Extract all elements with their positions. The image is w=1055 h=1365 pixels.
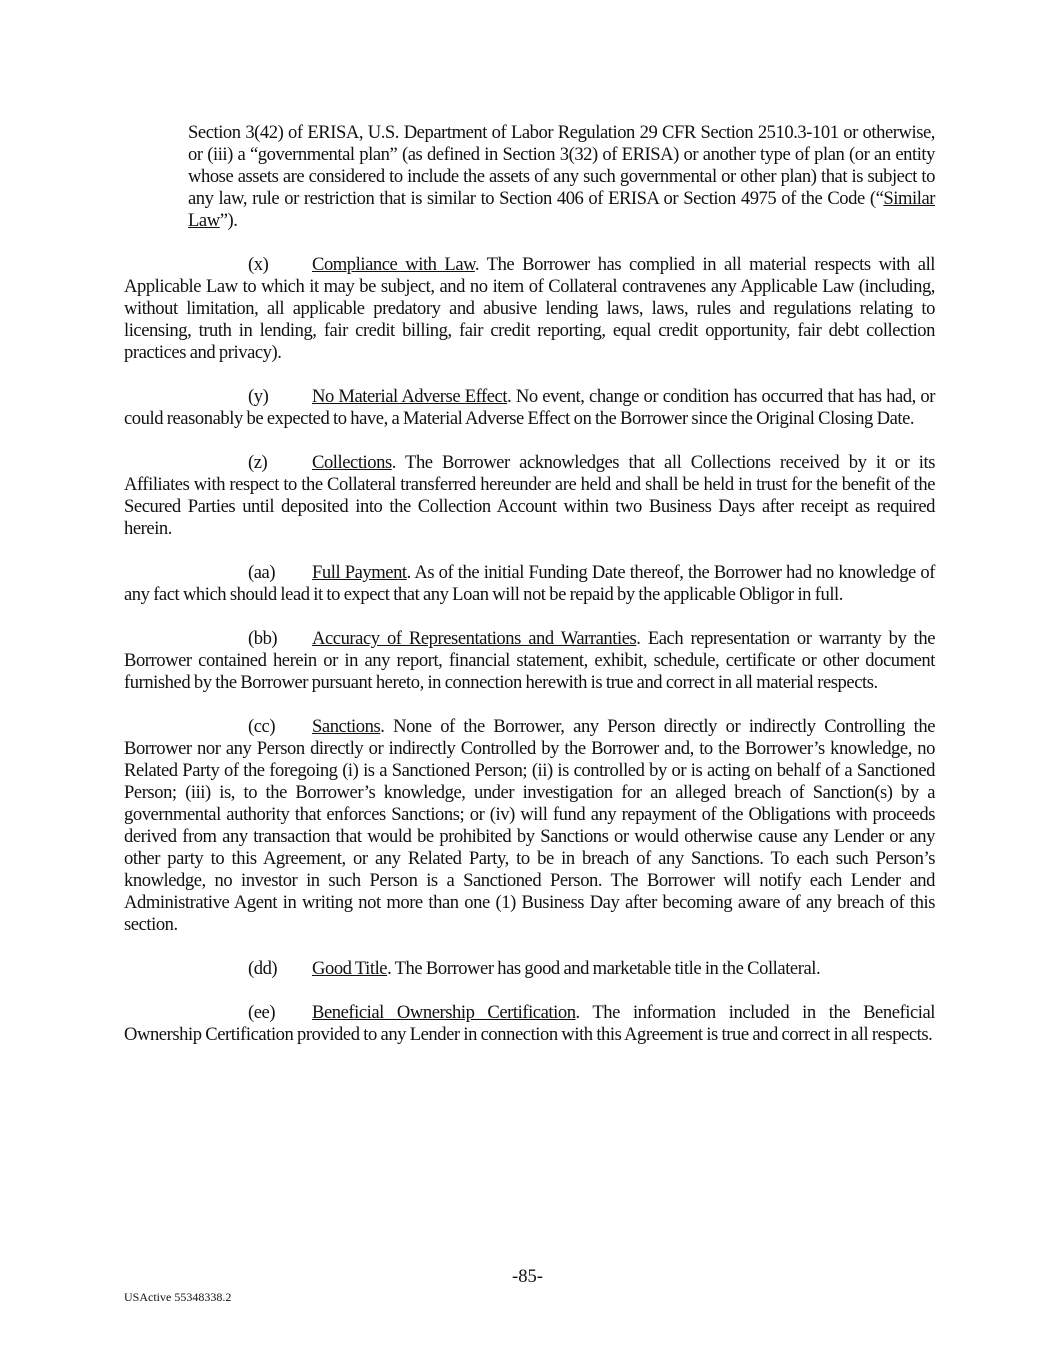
page-number: -85-	[512, 1266, 543, 1287]
section-body: . The information included in the Beneficial Ownership Certification provided to any Lender in connection with this Agreement is true and correct in all respects.	[124, 1002, 935, 1045]
section-body: . As of the initial Funding Date thereof, the Borrower had no knowledge of any fact which should lead it to expect that any Loan will not be repaid by the applicable Obligor in full.	[124, 562, 935, 605]
section-label: (dd)	[248, 958, 278, 979]
section-body: . No event, change or condition has occurred that has had, or could reasonably be expected to have, a Material Adverse Effect on the Borrower since the Original Closing Date.	[124, 386, 935, 429]
section-heading: Collections	[312, 452, 392, 473]
section-label: (z)	[248, 452, 268, 473]
section-body: . The Borrower has good and marketable title in the Collateral.	[387, 958, 821, 979]
section-label: (aa)	[248, 562, 276, 583]
section-label: (ee)	[248, 1002, 276, 1023]
section-body: . None of the Borrower, any Person directly or indirectly Controlling the Borrower nor any Person directly or indirectly Controlled by the Borrower and, to the Borrower’s knowledge, no Related Party of the foregoing (i) is a Sanctioned Person; (ii) is controlled by or is acting on behalf of a Sanctioned Person; (iii) is, to the Borrower’s knowledge, under investigation for an alleged breach of Sanction(s) by a governmental authority that enforces Sanctions; or (iv) will fund any repayment of the Obligations with proceeds derived from any transaction that would be prohibited by Sanctions or would otherwise cause any Lender or any other party to this Agreement, or any Related Party, to be in breach of any Sanctions. To each such Person’s knowledge, no investor in such Person is a Sanctioned Person. The Borrower will notify each Lender and Administrative Agent in writing not more than one (1) Business Day after becoming aware of any breach of this section.	[124, 716, 935, 935]
section-heading: Beneficial Ownership Certification	[312, 1002, 576, 1023]
paragraph-text: ”).	[219, 210, 238, 231]
section-body: . The Borrower acknowledges that all Collections received by it or its Affiliates with respect to the Collateral transferred hereunder are held and shall be held in trust for the benefit of the Secured Parties until deposited into the Collection Account within two Business Days after receipt as required herein.	[124, 452, 935, 539]
section-label: (cc)	[248, 716, 276, 737]
section-aa	[124, 562, 935, 606]
section-ee	[124, 1002, 935, 1046]
section-dd	[124, 958, 935, 980]
section-z	[124, 452, 935, 540]
paragraph-text: Section 3(42) of ERISA, U.S. Department of Labor Regulation 29 CFR Section 2510.3-101 or otherwise, or (iii) a “governmental plan” (as defined in Section 3(32) of ERISA) or another type of plan (or an entity whose assets are considered to include the assets of any such governmental or other plan) that is subject to any law, rule or restriction that is similar to Section 406 of ERISA or Section 4975 of the Code (“	[188, 122, 935, 209]
section-y	[124, 386, 935, 430]
section-heading: Full Payment	[312, 562, 407, 583]
section-heading: Good Title	[312, 958, 388, 979]
section-label: (y)	[248, 386, 269, 407]
document-id: USActive 55348338.2	[124, 1290, 232, 1304]
section-x	[124, 254, 935, 364]
section-heading: Accuracy of Representations and Warranties	[312, 628, 637, 649]
continued-paragraph	[124, 122, 935, 232]
section-cc	[124, 716, 935, 936]
section-heading: Sanctions	[312, 716, 381, 737]
section-body: . The Borrower has complied in all material respects with all Applicable Law to which it may be subject, and no item of Collateral contravenes any Applicable Law (including, without limitation, all applicable predatory and abusive lending laws, laws, rules and regulations relating to licensing, truth in lending, fair credit billing, fair credit reporting, equal credit opportunity, fair debt collection practices and privacy).	[124, 254, 935, 363]
section-label: (bb)	[248, 628, 278, 649]
section-label: (x)	[248, 254, 269, 275]
section-body: . Each representation or warranty by the Borrower contained herein or in any report, financial statement, exhibit, schedule, certificate or other document furnished by the Borrower pursuant hereto, in connection herewith is true and correct in all material respects.	[124, 628, 936, 693]
document-body	[124, 122, 935, 1068]
section-heading: Compliance with Law	[312, 254, 475, 275]
defined-term: Similar Law	[188, 188, 935, 231]
section-heading: No Material Adverse Effect	[312, 386, 508, 407]
section-bb	[124, 628, 935, 694]
